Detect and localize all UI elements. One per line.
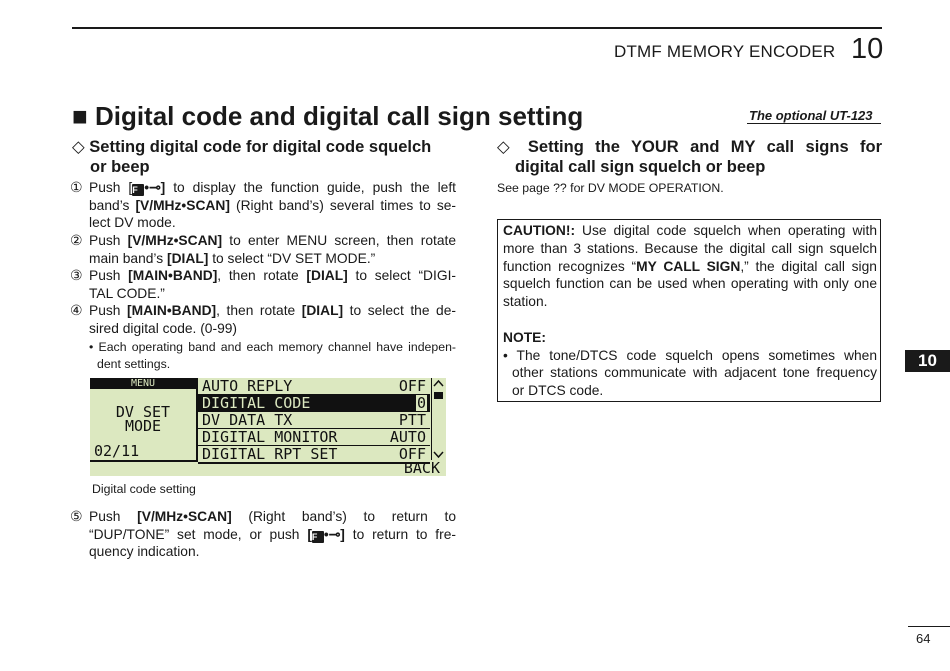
- function-key-icon: F: [132, 184, 144, 196]
- step-5: ⑤ Push [V/MHz•SCAN] (Right band’s) to return to “DUP/TONE” set mode, or push [F •⊸] to return to fre- quency indication.: [70, 509, 457, 560]
- step-3-number: ③: [70, 268, 83, 283]
- right-sub-title-2: digital call sign squelch or beep: [515, 158, 766, 176]
- right-subheading: [497, 137, 882, 157]
- step-1: ① Push [F •⊸] to display the function guide, push the left band’s [V/MHz•SCAN] (Right band’s) several times to se- lect DV mode.: [70, 180, 456, 231]
- lcd-row-digital-monitor[interactable]: DIGITAL MONITOR AUTO: [198, 429, 430, 446]
- step-4-number: ④: [70, 303, 83, 318]
- lcd-row-digital-code[interactable]: DIGITAL CODE 0: [198, 395, 430, 412]
- lcd-back-label[interactable]: BACK: [403, 459, 440, 476]
- chapter-title: DTMF MEMORY ENCODER: [614, 42, 836, 61]
- caution-label: CAUTION!:: [503, 223, 576, 238]
- footer-rule: [908, 626, 950, 627]
- chapter-side-tab: 10: [905, 350, 950, 372]
- right-sub-title-1: Setting the YOUR and MY call signs for: [527, 138, 882, 156]
- optional-note: The optional UT-123: [749, 108, 873, 123]
- see-page-text: See page ?? for DV MODE OPERATION.: [497, 181, 724, 195]
- step-3: ③ Push [MAIN•BAND], then rotate [DIAL] to select “DIGI- TAL CODE.”: [70, 268, 456, 301]
- function-key-icon: F: [312, 531, 324, 543]
- step-5-number: ⑤: [70, 509, 83, 524]
- left-sub-marker: ◇: [72, 138, 85, 156]
- left-sub-title-1: Setting digital code for digital code squelch: [89, 138, 432, 156]
- caution-box: [497, 219, 881, 402]
- lcd-scrollbar[interactable]: [431, 378, 445, 460]
- scrollbar-arrows-icon: [432, 378, 445, 460]
- left-sub-title-2: or beep: [90, 158, 150, 176]
- step-4-note: • Each operating band and each memory channel have indepen- dent settings.: [89, 340, 456, 371]
- lcd-mode-name: DV SET MODE: [115, 403, 171, 435]
- step-1-number: ①: [70, 180, 83, 195]
- section-bullet: ■: [72, 101, 88, 131]
- step-4: ④ Push [MAIN•BAND], then rotate [DIAL] to select the de- sired digital code. (0-99): [70, 303, 456, 336]
- optional-note-rule: [747, 123, 881, 124]
- lcd-caption: Digital code setting: [92, 482, 196, 496]
- lcd-left-panel: [90, 378, 198, 462]
- page-number: 64: [916, 631, 931, 646]
- section-title: [72, 101, 583, 132]
- lcd-page-indicator: 02/11: [94, 442, 140, 460]
- lcd-menu-label: MENU: [90, 378, 196, 389]
- lcd-menu-list: [198, 378, 430, 464]
- section-title-text: Digital code and digital call sign setting: [94, 101, 584, 131]
- step-2: ② Push [V/MHz•SCAN] to enter MENU screen, then rotate main band’s [DIAL] to select “DV SET MODE.”: [70, 233, 457, 266]
- chapter-number: 10: [851, 33, 884, 65]
- right-sub-marker: ◇: [497, 138, 517, 156]
- lcd-row-digital-rpt-set[interactable]: DIGITAL RPT SET OFF: [198, 446, 430, 464]
- note-label: NOTE:: [503, 329, 546, 345]
- header-rule: [72, 27, 882, 29]
- left-subheading: [72, 137, 431, 157]
- lcd-row-dv-data-tx[interactable]: DV DATA TX PTT: [198, 412, 430, 429]
- step-2-number: ②: [70, 233, 83, 248]
- caution-content: CAUTION!: Use digital code squelch when operating with more than 3 stations. Because the digital call sign squelch function recognizes “MY CALL SIGN,” the digital call sign squelch function can be used when operating with only one station. NOTE: • The tone/DTCS code squelch opens sometimes when other stations communicate with adjacent tone frequency or DTCS code.: [503, 223, 877, 399]
- lcd-row-auto-reply[interactable]: AUTO REPLY OFF: [198, 378, 430, 395]
- lcd-display: [90, 378, 446, 476]
